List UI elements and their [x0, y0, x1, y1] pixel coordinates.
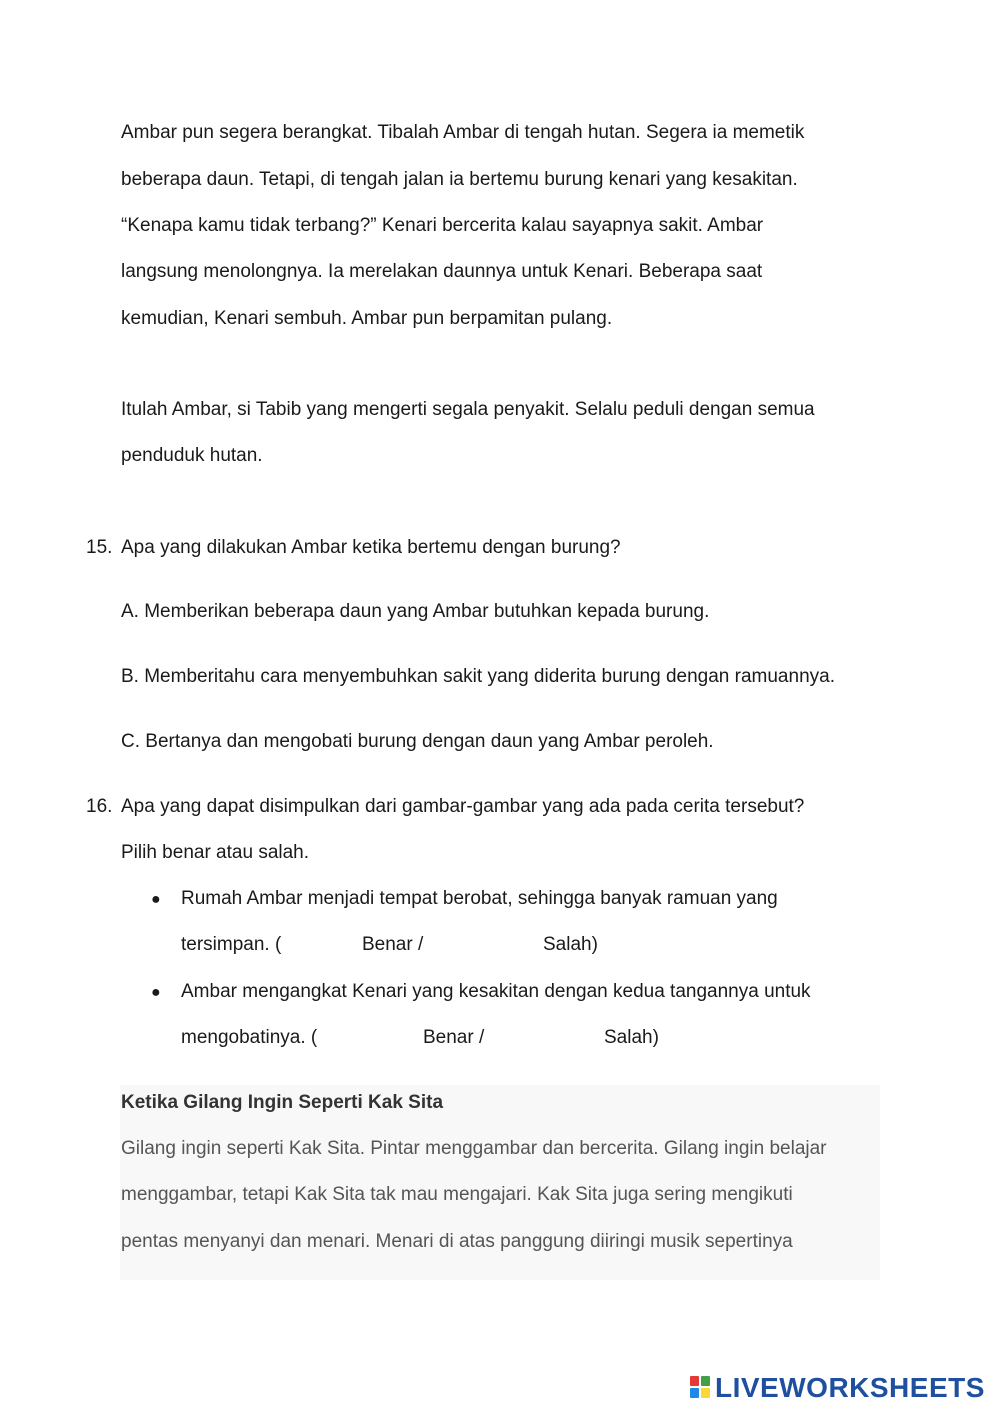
logo-square-3: [690, 1388, 699, 1398]
story-paragraph2-line1: Itulah Ambar, si Tabib yang mengerti segala penyakit. Selalu peduli dengan semua: [121, 399, 815, 420]
story-paragraph2-line2: penduduk hutan.: [121, 445, 263, 466]
question-15-option-b[interactable]: B. Memberitahu cara menyembuhkan sakit yang diderita burung dengan ramuannya.: [121, 666, 835, 687]
statement-1-benar-option[interactable]: Benar /: [362, 934, 424, 955]
story-paragraph1-line3: “Kenapa kamu tidak terbang?” Kenari bercerita kalau sayapnya sakit. Ambar: [121, 215, 764, 236]
statement-1-line1: Rumah Ambar menjadi tempat berobat, sehingga banyak ramuan yang: [181, 888, 778, 909]
statement-1-bullet: ●: [151, 891, 161, 908]
statement-2-salah-option[interactable]: Salah): [604, 1027, 659, 1048]
question-16-number: 16.: [86, 796, 113, 817]
next-story-line1: Gilang ingin seperti Kak Sita. Pintar menggambar dan bercerita. Gilang ingin belajar: [121, 1138, 827, 1159]
next-story-line3: pentas menyanyi dan menari. Menari di atas panggung diiringi musik sepertinya: [121, 1231, 793, 1252]
question-16-text-line2: Pilih benar atau salah.: [121, 842, 310, 863]
statement-2-benar-option[interactable]: Benar /: [423, 1027, 485, 1048]
question-15-option-c[interactable]: C. Bertanya dan mengobati burung dengan daun yang Ambar peroleh.: [121, 731, 714, 752]
story-paragraph1-line4: langsung menolongnya. Ia merelakan daunnya untuk Kenari. Beberapa saat: [121, 261, 763, 282]
story-paragraph1-line5: kemudian, Kenari sembuh. Ambar pun berpamitan pulang.: [121, 308, 613, 329]
liveworksheets-brand-text: LIVEWORKSHEETS: [715, 1372, 985, 1403]
logo-square-1: [690, 1376, 699, 1386]
liveworksheets-logo: [690, 1372, 985, 1404]
story-paragraph1-line1: Ambar pun segera berangkat. Tibalah Ambar di tengah hutan. Segera ia memetik: [121, 122, 805, 143]
story-paragraph1-line2: beberapa daun. Tetapi, di tengah jalan ia bertemu burung kenari yang kesakitan.: [121, 169, 798, 190]
next-story-line2: menggambar, tetapi Kak Sita tak mau mengajari. Kak Sita juga sering mengikuti: [121, 1184, 793, 1205]
statement-1-salah-option[interactable]: Salah): [543, 934, 598, 955]
question-16-text-line1: Apa yang dapat disimpulkan dari gambar-gambar yang ada pada cerita tersebut?: [121, 796, 805, 817]
question-15-number: 15.: [86, 537, 113, 558]
logo-square-2: [701, 1376, 710, 1386]
logo-square-4: [701, 1388, 710, 1398]
statement-2-line2: mengobatinya. (: [181, 1027, 318, 1048]
next-story-title: Ketika Gilang Ingin Seperti Kak Sita: [121, 1092, 444, 1113]
statement-2-line1: Ambar mengangkat Kenari yang kesakitan dengan kedua tangannya untuk: [181, 981, 811, 1002]
question-15-text: Apa yang dilakukan Ambar ketika bertemu dengan burung?: [121, 537, 621, 558]
liveworksheets-logo-icon: [690, 1376, 712, 1400]
question-15-option-a[interactable]: A. Memberikan beberapa daun yang Ambar butuhkan kepada burung.: [121, 601, 710, 622]
statement-1-line2: tersimpan. (: [181, 934, 282, 955]
statement-2-bullet: ●: [151, 984, 161, 1001]
